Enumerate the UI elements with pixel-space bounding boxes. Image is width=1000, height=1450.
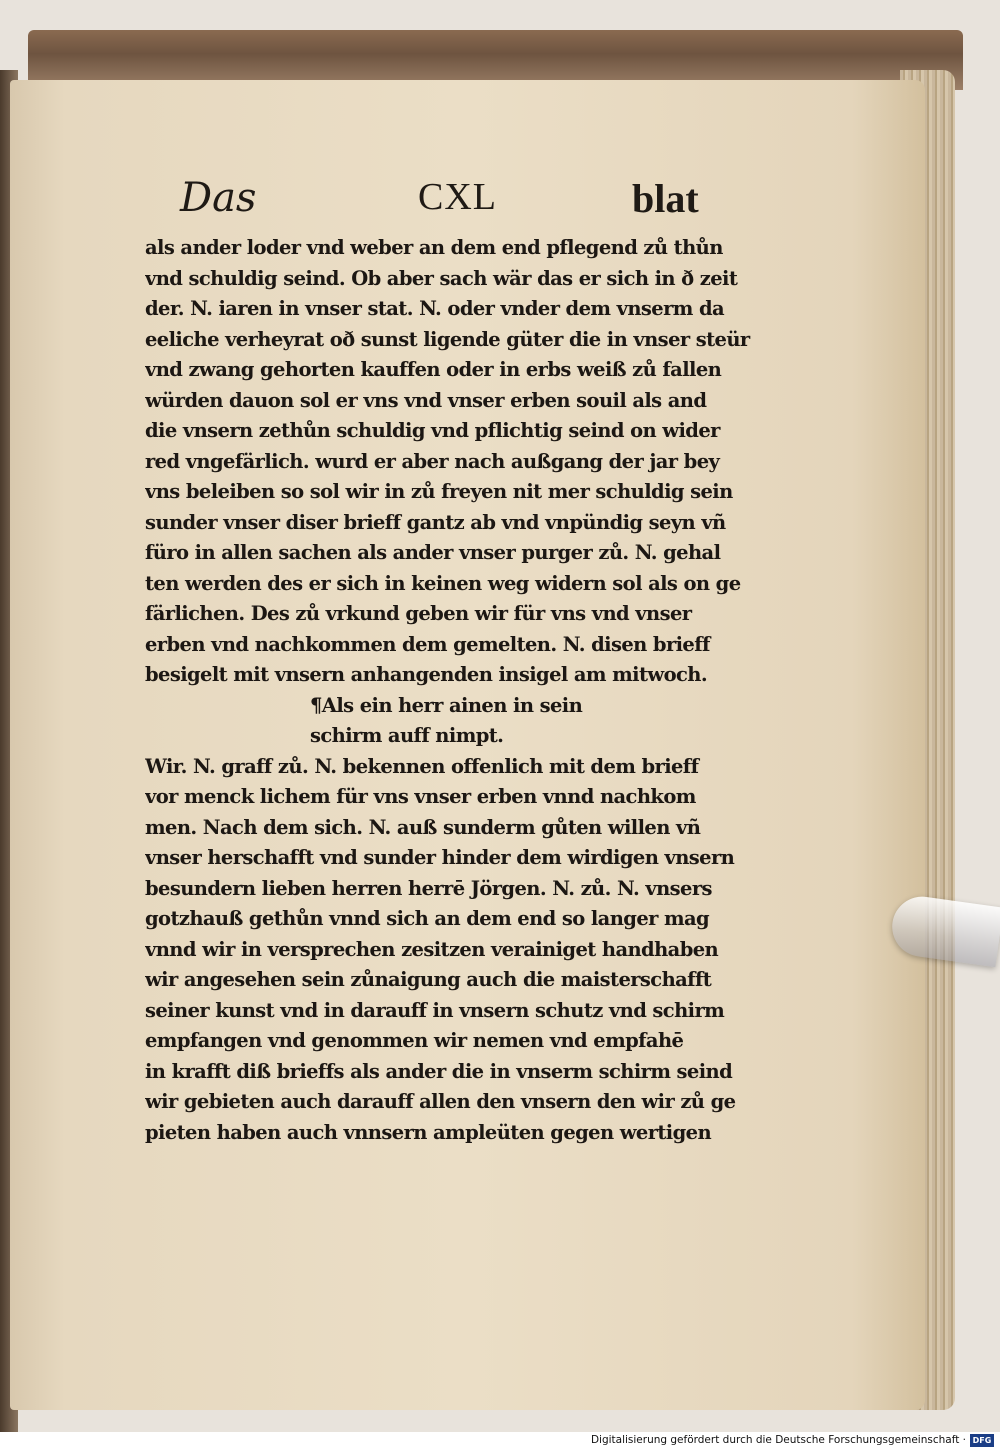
text-line: gotzhauß gethůn vnnd sich an dem end so langer mag: [145, 907, 710, 930]
text-line: empfangen vnd genommen wir nemen vnd empfahē: [145, 1029, 684, 1052]
text-line: in krafft diß brieffs als ander die in vnserm schirm seind: [145, 1059, 733, 1083]
text-line: sunder vnser diser brieff gantz ab vnd vnpündig seyn vñ: [145, 510, 726, 534]
funding-credit: Digitalisierung gefördert durch die Deutsche Forschungsgemeinschaft ·: [590, 1434, 966, 1446]
text-line: vnser herschafft vnd sunder hinder dem wirdigen vnsern: [145, 846, 735, 869]
text-line: färlichen. Des zů vrkund geben wir für vns vnd vnser: [145, 602, 692, 625]
text-line: vnd zwang gehorten kauffen oder in erbs weiß zů fallen: [145, 358, 722, 381]
text-line: vns beleiben so sol wir in zů freyen nit mer schuldig sein: [145, 480, 733, 503]
text-line: würden dauon sol er vns vnd vnser erben souil als and: [145, 388, 707, 412]
text-line: wir gebieten auch darauff allen den vnsern den wir zů ge: [145, 1090, 736, 1113]
text-line: vor menck lichem für vns vnser erben vnnd nachkom: [145, 785, 696, 808]
text-line: vnd schuldig seind. Ob aber sach wär das er sich in ð zeit: [145, 266, 738, 290]
text-line: füro in allen sachen als ander vnser purger zů. N. gehal: [145, 541, 721, 564]
text-line: pieten haben auch vnnsern ampleüten gegen wertigen: [145, 1120, 712, 1144]
section-heading: ¶Als ein herr ainen in sein: [310, 693, 583, 717]
folio-number: CXL: [418, 176, 497, 218]
text-line: eeliche verheyrat oð sunst ligende güter die in vnser steür: [145, 327, 750, 351]
text-line: seiner kunst vnd in darauff in vnsern schutz vnd schirm: [145, 998, 725, 1022]
header-left: Das: [180, 175, 257, 221]
text-line: die vnsern zethůn schuldig vnd pflichtig seind on wider: [145, 419, 720, 442]
text-line: Wir. N. graff zů. N. bekennen offenlich mit dem brieff: [145, 754, 699, 778]
text-line: ten werden des er sich in keinen weg widern sol als on ge: [145, 571, 741, 595]
text-line: men. Nach dem sich. N. auß sunderm gůten willen vñ: [145, 815, 701, 839]
text-line: besigelt mit vnsern anhangenden insigel am mitwoch.: [145, 663, 708, 686]
text-line: besundern lieben herren herrē Jörgen. N. zů. N. vnsers: [145, 876, 712, 900]
body-text: [145, 233, 785, 1148]
text-line: wir angesehen sein zůnaigung auch die maisterschafft: [145, 968, 712, 991]
footer-bar: [0, 1432, 1000, 1450]
text-line: vnnd wir in versprechen zesitzen verainiget handhaben: [145, 937, 719, 961]
text-line: erben vnd nachkommen dem gemelten. N. disen brieff: [145, 632, 710, 656]
text-line: als ander loder vnd weber an dem end pflegend zů thůn: [145, 236, 723, 259]
header-right: blat: [632, 176, 699, 221]
text-line: red vngefärlich. wurd er aber nach außgang der jar bey: [145, 449, 720, 473]
page-header: [180, 175, 720, 225]
text-line: der. N. iaren in vnser stat. N. oder vnder dem vnserm da: [145, 297, 725, 320]
section-heading-cont: schirm auff nimpt.: [310, 724, 504, 747]
dfg-logo: DFG: [970, 1434, 994, 1447]
